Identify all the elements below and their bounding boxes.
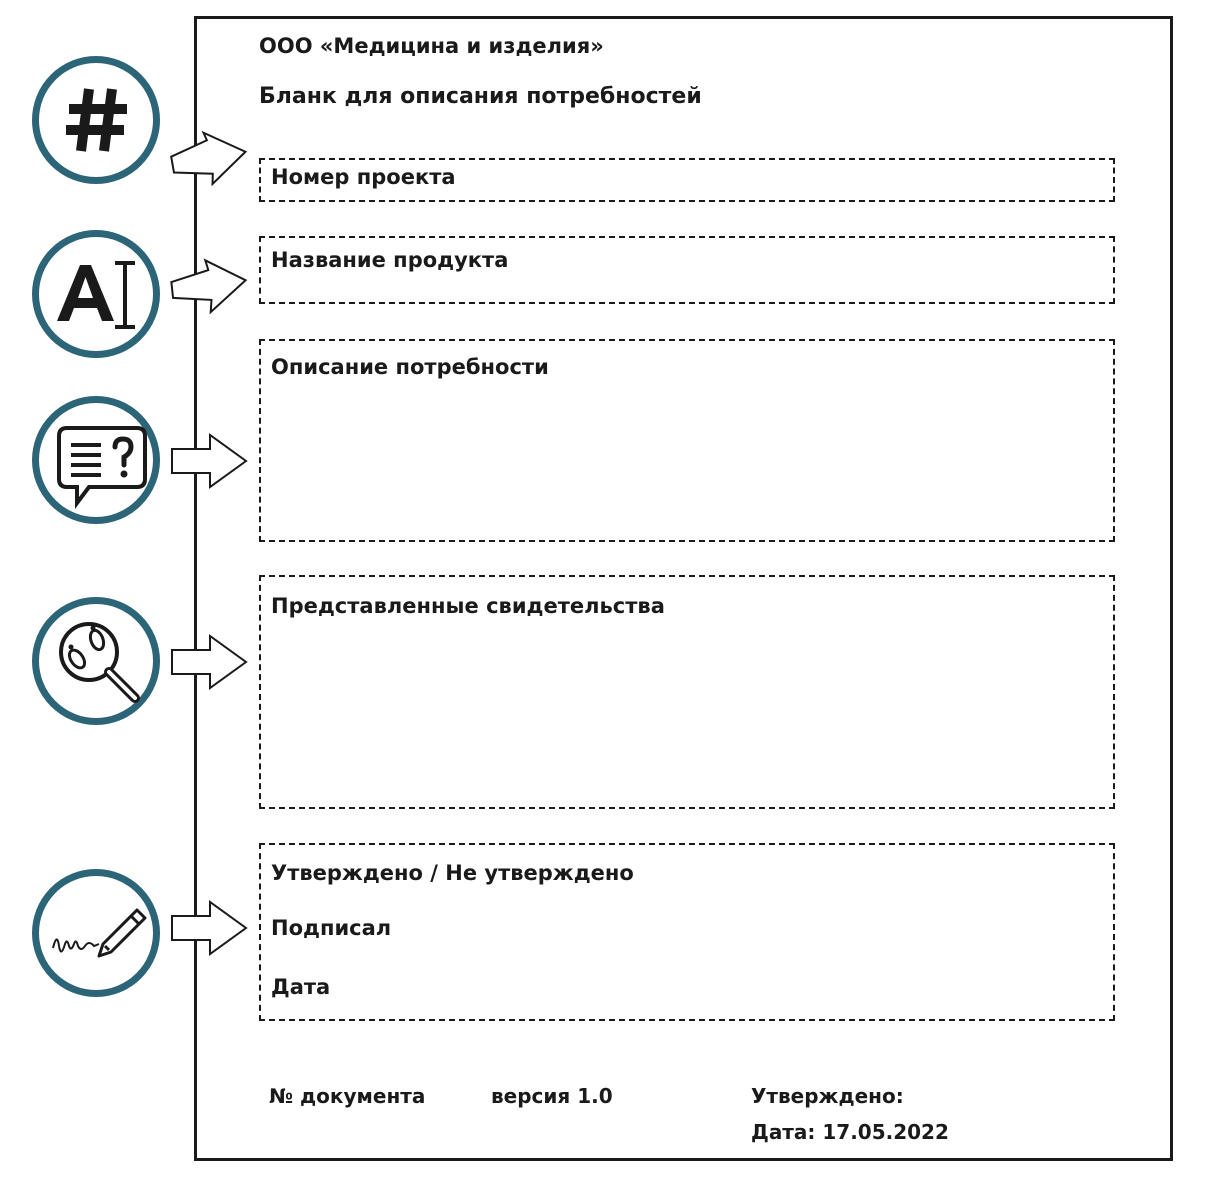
approval-field[interactable] bbox=[259, 843, 1115, 1021]
approval-status-label: Утверждено / Не утверждено bbox=[271, 861, 634, 885]
arrow-to-project-number bbox=[170, 130, 250, 186]
product-name-label: Название продукта bbox=[271, 248, 509, 272]
arrow-to-product-name bbox=[170, 258, 250, 314]
project-number-label: Номер проекта bbox=[271, 165, 456, 189]
evidence-field[interactable] bbox=[259, 575, 1115, 809]
need-description-label: Описание потребности bbox=[271, 355, 549, 379]
project-number-field[interactable] bbox=[259, 158, 1115, 202]
date-label: Дата bbox=[271, 975, 331, 999]
arrow-to-approval bbox=[170, 900, 250, 956]
question-bubble-icon bbox=[32, 396, 160, 524]
product-name-field[interactable] bbox=[259, 236, 1115, 304]
evidence-label: Представленные свидетельства bbox=[271, 594, 665, 618]
signature-pen-icon bbox=[32, 869, 160, 997]
arrow-to-need-description bbox=[170, 433, 250, 489]
company-name: ООО «Медицина и изделия» bbox=[259, 34, 604, 58]
approved-label: Утверждено: bbox=[751, 1084, 904, 1108]
arrow-to-evidence bbox=[170, 634, 250, 690]
form-document bbox=[194, 16, 1173, 1161]
need-description-field[interactable] bbox=[259, 339, 1115, 542]
signed-by-label: Подписал bbox=[271, 916, 392, 940]
version-label: версия 1.0 bbox=[491, 1084, 613, 1108]
approved-date-label: Дата: 17.05.2022 bbox=[751, 1120, 949, 1144]
hash-icon bbox=[32, 56, 160, 184]
text-cursor-icon bbox=[32, 230, 160, 358]
doc-number-label: № документа bbox=[269, 1084, 426, 1108]
form-title: Бланк для описания потребностей bbox=[259, 84, 702, 109]
footprints-magnifier-icon bbox=[32, 597, 160, 725]
